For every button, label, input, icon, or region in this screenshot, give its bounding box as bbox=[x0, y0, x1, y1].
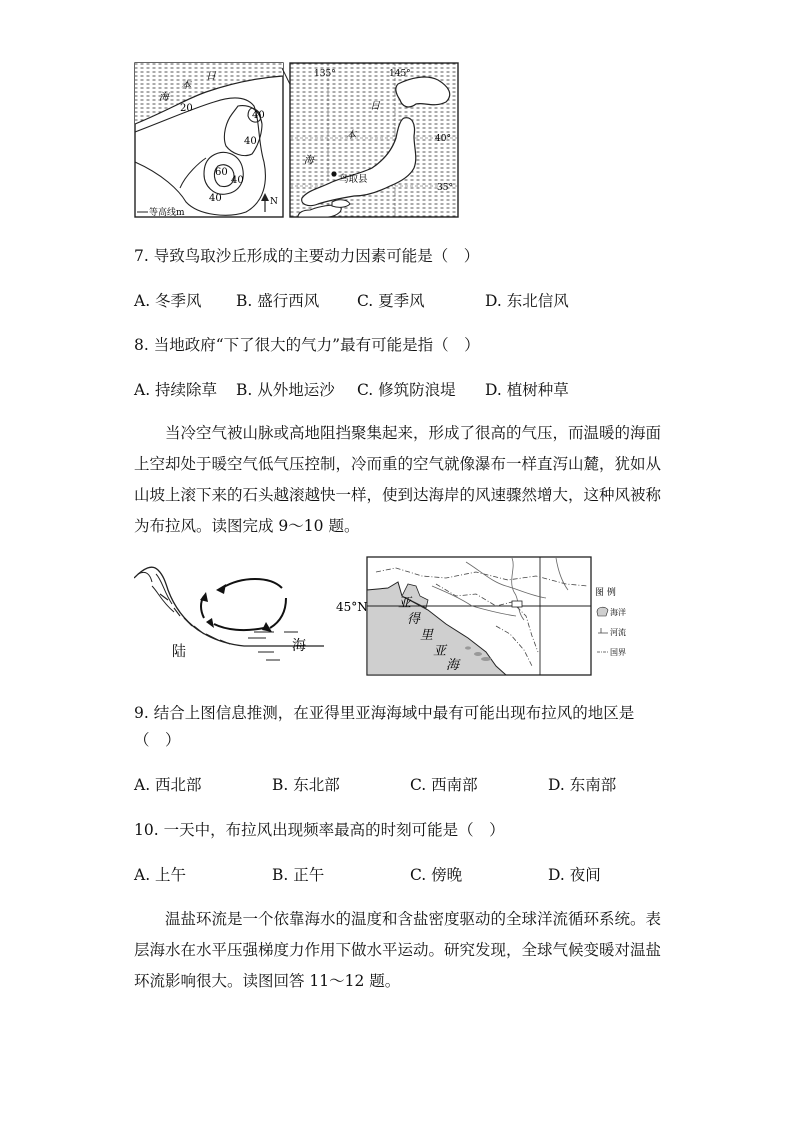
option-8d: D. 植树种草 bbox=[485, 381, 569, 399]
sea-char: 海 bbox=[304, 155, 314, 166]
contour-label: 40 bbox=[209, 193, 222, 204]
circulation-arrows-icon bbox=[200, 579, 286, 632]
sea-char: 日 bbox=[206, 71, 216, 82]
option-10a: A. 上午 bbox=[134, 866, 187, 884]
option-10b: B. 正午 bbox=[272, 866, 325, 884]
place-label: 鸟取县 bbox=[339, 174, 368, 185]
passage-bora-wind: 当冷空气被山脉或高地阻挡聚集起来，形成了很高的气压，而温暖的海面上空却处于暖空气低气压控制，冷而重的空气就像瀑布一样直泻山麓，犹如从山坡上滚下来的石头越滚越快一样，使到达海岸的风速骤然增大，这种风被称为布拉风。读图完成 9～10 题。 bbox=[134, 424, 662, 535]
sea-char: 海 bbox=[159, 92, 169, 103]
figure-adriatic-map bbox=[336, 556, 626, 678]
figure-tottori-dunes bbox=[134, 62, 460, 220]
option-7b: B. 盛行西风 bbox=[236, 292, 320, 310]
sea-name-char: 海 bbox=[446, 658, 460, 673]
option-10d: D. 夜间 bbox=[548, 866, 601, 884]
option-9b: B. 东北部 bbox=[272, 776, 340, 794]
option-10c: C. 傍晚 bbox=[410, 866, 463, 884]
contour-label: 60 bbox=[215, 167, 228, 178]
question-9-paren: （ ） bbox=[134, 731, 181, 749]
question-8-stem: 8. 当地政府“下了很大的气力”最有可能是指（ ） bbox=[134, 336, 480, 354]
lat-label: 40° bbox=[435, 134, 451, 144]
sea-name-char: 亚 bbox=[433, 644, 447, 659]
sea-name-char: 得 bbox=[407, 612, 421, 627]
option-9a: A. 西北部 bbox=[134, 776, 202, 794]
option-8a: A. 持续除草 bbox=[134, 381, 218, 399]
contour-label: 40 bbox=[252, 110, 265, 121]
lon-label: 135° bbox=[314, 69, 336, 79]
option-8b: B. 从外地运沙 bbox=[236, 381, 335, 399]
sea-name-char: 里 bbox=[420, 628, 434, 643]
figure-bora-profile bbox=[134, 560, 334, 668]
legend-ocean-icon bbox=[597, 607, 608, 616]
lat-label: 35° bbox=[437, 183, 453, 193]
japan-locator-map bbox=[290, 63, 458, 217]
land-label: 陆 bbox=[172, 644, 186, 660]
option-8c: C. 修筑防浪堤 bbox=[357, 381, 456, 399]
sea-char: 本 bbox=[181, 80, 191, 91]
contour-label: 40 bbox=[244, 136, 257, 147]
question-7-stem: 7. 导致鸟取沙丘形成的主要动力因素可能是（ ） bbox=[134, 247, 480, 265]
lat-label: 45°N bbox=[336, 600, 368, 614]
question-10-stem: 10. 一天中，布拉风出现频率最高的时刻可能是（ ） bbox=[134, 821, 505, 839]
option-9c: C. 西南部 bbox=[410, 776, 478, 794]
passage-thermohaline: 温盐环流是一个依靠海水的温度和含盐密度驱动的全球洋流循环系统。表层海水在水平压强梯度力作用下做水平运动。研究发现，全球气候变暖对温盐环流影响很大。读图回答 11～12 题。 bbox=[134, 910, 662, 990]
legend-river-icon bbox=[598, 628, 608, 633]
sea-char: 日 bbox=[370, 101, 380, 112]
legend-label: 国界 bbox=[610, 648, 626, 657]
contour-label: 40 bbox=[231, 175, 244, 186]
north-label: N bbox=[270, 197, 278, 207]
legend-label: 等高线m bbox=[149, 208, 185, 218]
lon-label: 145° bbox=[389, 69, 411, 79]
tottori-marker bbox=[331, 171, 336, 176]
legend-title: 图 例 bbox=[595, 588, 616, 598]
option-9d: D. 东南部 bbox=[548, 776, 617, 794]
legend-label: 海洋 bbox=[610, 608, 626, 617]
option-7a: A. 冬季风 bbox=[134, 292, 202, 310]
contour-map-panel bbox=[135, 63, 283, 218]
question-9-stem: 9. 结合上图信息推测，在亚得里亚海海域中最有可能出现布拉风的地区是 bbox=[134, 704, 635, 722]
contour-label: 20 bbox=[180, 103, 193, 114]
sea-char: 本 bbox=[346, 130, 356, 141]
sea-label: 海 bbox=[292, 638, 306, 654]
legend-label: 河流 bbox=[610, 628, 626, 637]
option-7c: C. 夏季风 bbox=[357, 292, 425, 310]
option-7d: D. 东北信风 bbox=[485, 292, 569, 310]
sea-name-char: 亚 bbox=[398, 596, 412, 611]
